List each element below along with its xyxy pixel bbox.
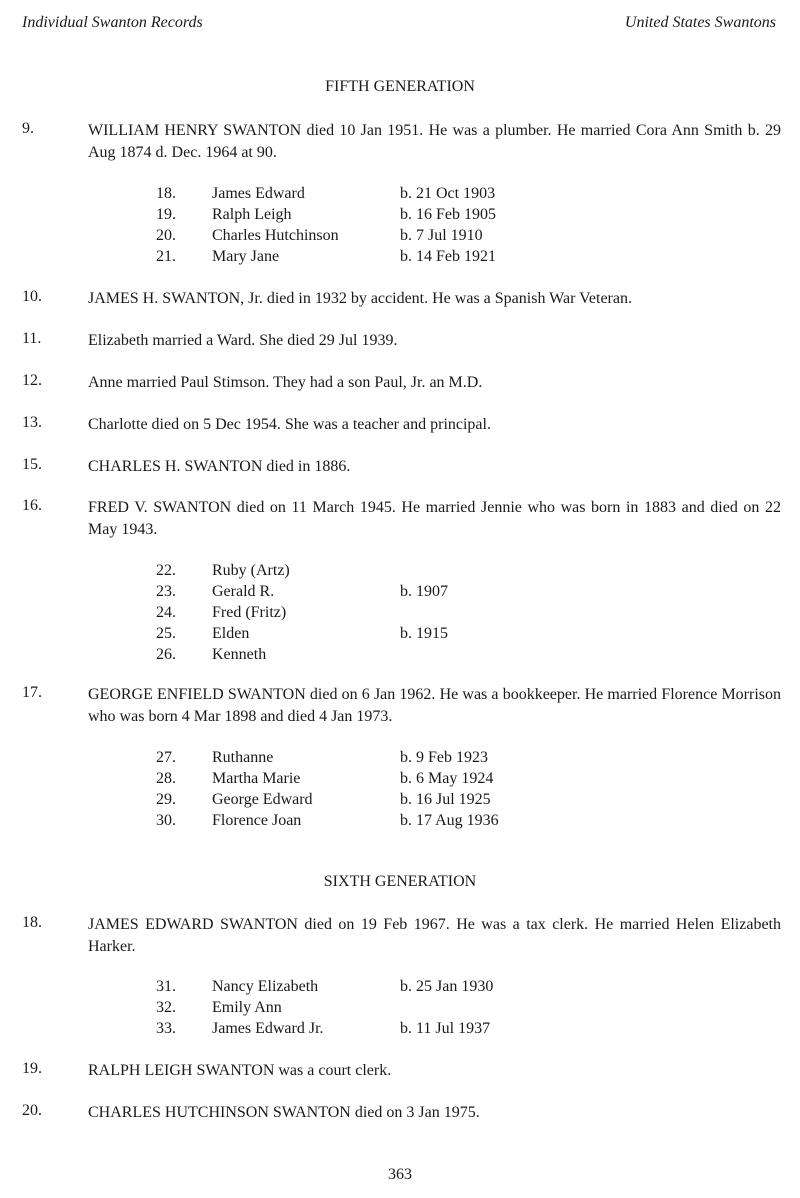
entry-number: 15.: [22, 456, 42, 473]
child-row: [0, 560, 800, 581]
entry-number: 19.: [22, 1060, 42, 1077]
child-row: [0, 997, 800, 1018]
child-number: 31.: [156, 978, 176, 995]
child-name: Emily Ann: [212, 999, 282, 1016]
child-number: 28.: [156, 770, 176, 787]
child-row: [0, 602, 800, 623]
child-number: 30.: [156, 812, 176, 829]
child-birth: b. 9 Feb 1923: [400, 749, 488, 766]
page-number: 363: [388, 1166, 412, 1183]
entry-text: FRED V. SWANTON died on 11 March 1945. He married Jennie who was born in 1883 and died on 22 May 1943.: [88, 499, 781, 538]
child-name: Martha Marie: [212, 770, 301, 787]
record-entry: [0, 414, 800, 436]
child-number: 33.: [156, 1020, 176, 1037]
child-row: [0, 1018, 800, 1039]
child-birth: b. 21 Oct 1903: [400, 185, 496, 202]
child-number: 29.: [156, 791, 176, 808]
entry-text: WILLIAM HENRY SWANTON died 10 Jan 1951. He was a plumber. He married Cora Ann Smith b. 29 Aug 1874 d. Dec. 1964 at 90.: [88, 122, 781, 161]
child-row: [0, 789, 800, 810]
child-name: Nancy Elizabeth: [212, 978, 319, 995]
child-birth: b. 11 Jul 1937: [400, 1020, 491, 1037]
child-row: [0, 623, 800, 644]
entry-text: GEORGE ENFIELD SWANTON died on 6 Jan 1962. He was a bookkeeper. He married Florence Morrison who was born 4 Mar 1898 and died 4 Jan 1973.: [88, 686, 781, 725]
child-number: 18.: [156, 185, 176, 202]
child-birth: b. 7 Jul 1910: [400, 227, 483, 244]
record-entry: [0, 456, 800, 478]
child-name: Gerald R.: [212, 583, 275, 600]
record-entry: [0, 288, 800, 310]
child-birth: b. 1915: [400, 625, 448, 642]
entry-number: 11.: [22, 330, 42, 347]
child-row: [0, 976, 800, 997]
child-birth: b. 1907: [400, 583, 448, 600]
child-name: George Edward: [212, 791, 313, 808]
child-row: [0, 810, 800, 831]
child-row: [0, 183, 800, 204]
child-number: 32.: [156, 999, 176, 1016]
child-birth: b. 16 Jul 1925: [400, 791, 491, 808]
section-title: FIFTH GENERATION: [325, 78, 475, 95]
entry-text: Elizabeth married a Ward. She died 29 Jul 1939.: [88, 332, 398, 349]
entry-number: 18.: [22, 914, 42, 931]
child-row: [0, 225, 800, 246]
child-number: 24.: [156, 604, 176, 621]
child-row: [0, 768, 800, 789]
entry-text: RALPH LEIGH SWANTON was a court clerk.: [88, 1062, 392, 1079]
child-name: Charles Hutchinson: [212, 227, 339, 244]
child-birth: b. 14 Feb 1921: [400, 248, 496, 265]
section-title: SIXTH GENERATION: [323, 873, 477, 890]
entry-number: 10.: [22, 288, 42, 305]
child-number: 21.: [156, 248, 176, 265]
child-number: 23.: [156, 583, 176, 600]
child-name: James Edward: [212, 185, 305, 202]
entry-text: Anne married Paul Stimson. They had a son Paul, Jr. an M.D.: [88, 374, 483, 391]
record-entry: [0, 330, 800, 352]
entry-number: 13.: [22, 414, 42, 431]
child-name: Elden: [212, 625, 250, 642]
record-entry: [0, 1102, 800, 1124]
child-number: 27.: [156, 749, 176, 766]
entry-text: CHARLES H. SWANTON died in 1886.: [88, 458, 351, 475]
child-row: [0, 246, 800, 267]
entry-text: CHARLES HUTCHINSON SWANTON died on 3 Jan 1975.: [88, 1104, 480, 1121]
running-header-right: United States Swantons: [624, 14, 776, 31]
child-name: James Edward Jr.: [212, 1020, 324, 1037]
entry-number: 20.: [22, 1102, 42, 1119]
running-header-left: Individual Swanton Records: [22, 14, 203, 31]
record-entry: [0, 684, 800, 728]
child-number: 25.: [156, 625, 176, 642]
entry-text: JAMES EDWARD SWANTON died on 19 Feb 1967. He was a tax clerk. He married Helen Elizabeth Harker.: [88, 916, 781, 955]
child-row: [0, 747, 800, 768]
entry-number: 16.: [22, 497, 42, 514]
child-number: 20.: [156, 227, 176, 244]
child-number: 22.: [156, 562, 176, 579]
child-name: Kenneth: [212, 646, 267, 663]
child-name: Fred (Fritz): [212, 604, 287, 621]
child-name: Ralph Leigh: [212, 206, 292, 223]
entry-number: 17.: [22, 684, 42, 701]
child-name: Mary Jane: [212, 248, 280, 265]
child-number: 26.: [156, 646, 176, 663]
child-birth: b. 6 May 1924: [400, 770, 494, 787]
entry-number: 12.: [22, 372, 42, 389]
child-birth: b. 25 Jan 1930: [400, 978, 494, 995]
entry-number: 9.: [22, 120, 34, 137]
entry-text: Charlotte died on 5 Dec 1954. She was a teacher and principal.: [88, 416, 491, 433]
child-birth: b. 17 Aug 1936: [400, 812, 499, 829]
child-name: Florence Joan: [212, 812, 302, 829]
record-entry: [0, 497, 800, 541]
child-number: 19.: [156, 206, 176, 223]
child-row: [0, 581, 800, 602]
record-entry: [0, 1060, 800, 1082]
child-row: [0, 644, 800, 665]
record-entry: [0, 120, 800, 164]
child-birth: b. 16 Feb 1905: [400, 206, 496, 223]
child-name: Ruby (Artz): [212, 562, 290, 579]
record-entry: [0, 372, 800, 394]
record-entry: [0, 914, 800, 958]
child-row: [0, 204, 800, 225]
child-name: Ruthanne: [212, 749, 274, 766]
entry-text: JAMES H. SWANTON, Jr. died in 1932 by accident. He was a Spanish War Veteran.: [88, 290, 632, 307]
